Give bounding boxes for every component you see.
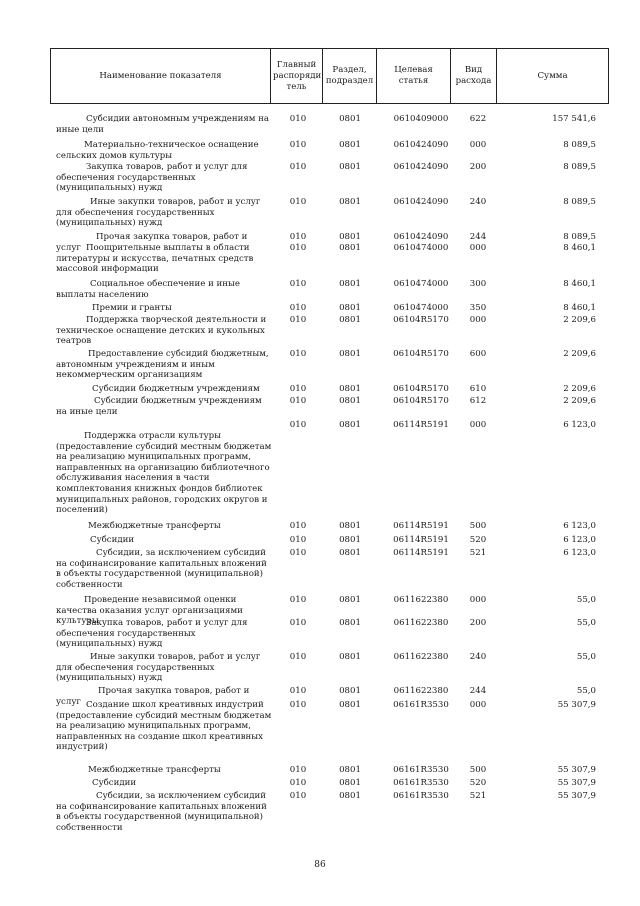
row-chief: 010 bbox=[289, 243, 307, 253]
row-section: 0801 bbox=[339, 778, 361, 788]
row-section: 0801 bbox=[339, 114, 361, 124]
row-exp-type: 612 bbox=[469, 396, 487, 406]
row-section: 0801 bbox=[339, 140, 361, 150]
row-section: 0801 bbox=[339, 595, 361, 605]
row-section: 0801 bbox=[339, 243, 361, 253]
row-name: Проведение независимой оценки качества оказания услуг организациями культуры bbox=[56, 595, 243, 627]
row-sum: 55 307,9 bbox=[557, 765, 596, 775]
row-name: Предоставление субсидий бюджетным, автономным учреждениям и иным некоммерческим организациям bbox=[56, 349, 269, 381]
row-section: 0801 bbox=[339, 232, 361, 242]
row-exp-type: 350 bbox=[469, 303, 487, 313]
row-exp-type: 000 bbox=[469, 140, 487, 150]
row-name: Субсидии, за исключением субсидий на софинансирование капитальных вложений в объекты государственной (муниципальной) собственности bbox=[56, 548, 267, 590]
row-section: 0801 bbox=[339, 420, 361, 430]
row-sum: 2 209,6 bbox=[563, 315, 596, 325]
row-target: 06114R5191 bbox=[393, 521, 449, 531]
row-target: 0610474000 bbox=[393, 243, 449, 253]
row-target: 0610424090 bbox=[393, 197, 449, 207]
row-exp-type: 000 bbox=[469, 595, 487, 605]
row-name: Материально-техническое оснащение сельских домов культуры bbox=[56, 140, 259, 161]
row-chief: 010 bbox=[289, 420, 307, 430]
row-sum: 55,0 bbox=[576, 686, 596, 696]
row-chief: 010 bbox=[289, 279, 307, 289]
row-sum: 8 460,1 bbox=[563, 279, 596, 289]
row-name: Межбюджетные трансферты bbox=[88, 765, 221, 775]
row-name: Субсидии автономным учреждениям на иные цели bbox=[56, 114, 270, 135]
row-sum: 55,0 bbox=[576, 618, 596, 628]
row-exp-type: 000 bbox=[469, 315, 487, 325]
row-sum: 8 089,5 bbox=[563, 232, 596, 242]
row-name: Субсидии бюджетным учреждениям на иные цели bbox=[56, 396, 262, 417]
row-section: 0801 bbox=[339, 791, 361, 801]
row-target: 0610424090 bbox=[393, 140, 449, 150]
row-sum: 6 123,0 bbox=[563, 535, 596, 545]
row-name: Поддержка творческой деятельности и техническое оснащение детских и кукольных театров bbox=[56, 315, 267, 347]
row-chief: 010 bbox=[289, 349, 307, 359]
row-target: 0610409000 bbox=[393, 114, 449, 124]
row-name: Прочая закупка товаров, работ и услуг bbox=[56, 686, 250, 707]
row-target: 06161R3530 bbox=[393, 778, 449, 788]
row-target: 0610474000 bbox=[393, 303, 449, 313]
row-target: 0610424090 bbox=[393, 232, 449, 242]
row-exp-type: 240 bbox=[469, 652, 487, 662]
row-chief: 010 bbox=[289, 765, 307, 775]
row-name: Субсидии bbox=[90, 535, 135, 545]
row-exp-type: 622 bbox=[469, 114, 487, 124]
row-name: Закупка товаров, работ и услуг для обеспечения государственных (муниципальных) нужд bbox=[56, 618, 248, 650]
row-section: 0801 bbox=[339, 548, 361, 558]
row-chief: 010 bbox=[289, 197, 307, 207]
row-name: Поощрительные выплаты в области литературы и искусства, печатных средств массовой информации bbox=[56, 243, 254, 275]
row-exp-type: 521 bbox=[469, 791, 487, 801]
row-section: 0801 bbox=[339, 162, 361, 172]
row-chief: 010 bbox=[289, 618, 307, 628]
row-sum: 2 209,6 bbox=[563, 396, 596, 406]
row-chief: 010 bbox=[289, 778, 307, 788]
row-name: Прочая закупка товаров, работ и услуг bbox=[56, 232, 248, 253]
row-exp-type: 200 bbox=[469, 618, 487, 628]
row-sum: 6 123,0 bbox=[563, 521, 596, 531]
row-target: 0610474000 bbox=[393, 279, 449, 289]
row-name: Иные закупки товаров, работ и услуг для обеспечения государственных (муниципальных) нужд bbox=[56, 197, 261, 229]
row-exp-type: 600 bbox=[469, 349, 487, 359]
row-chief: 010 bbox=[289, 521, 307, 531]
row-sum: 6 123,0 bbox=[563, 420, 596, 430]
row-chief: 010 bbox=[289, 548, 307, 558]
row-exp-type: 500 bbox=[469, 765, 487, 775]
row-section: 0801 bbox=[339, 384, 361, 394]
row-target: 06161R3530 bbox=[393, 700, 449, 710]
row-name: Иные закупки товаров, работ и услуг для обеспечения государственных (муниципальных) нужд bbox=[56, 652, 261, 684]
row-chief: 010 bbox=[289, 162, 307, 172]
row-exp-type: 610 bbox=[469, 384, 487, 394]
row-chief: 010 bbox=[289, 114, 307, 124]
row-target: 06114R5191 bbox=[393, 548, 449, 558]
row-sum: 55 307,9 bbox=[557, 700, 596, 710]
row-chief: 010 bbox=[289, 652, 307, 662]
row-chief: 010 bbox=[289, 535, 307, 545]
row-exp-type: 000 bbox=[469, 420, 487, 430]
row-name: Поддержка отрасли культуры (предоставление субсидий местным бюджетам на реализацию муниципальных программ, направленных на организацию библиотечного обслуживания населения в части комплектования книжных фондов библиотек муниципальных районов, городских округов и поселений) bbox=[56, 431, 272, 516]
row-name: Субсидии бюджетным учреждениям bbox=[92, 384, 260, 394]
row-target: 0611622380 bbox=[393, 652, 449, 662]
row-name: Создание школ креативных индустрий (предоставление субсидий местным бюджетам на реализацию муниципальных программ, направленных на создание школ креативных индустрий) bbox=[56, 700, 272, 753]
row-name: Субсидии bbox=[92, 778, 137, 788]
row-chief: 010 bbox=[289, 686, 307, 696]
row-target: 06104R5170 bbox=[393, 315, 449, 325]
row-exp-type: 000 bbox=[469, 243, 487, 253]
row-exp-type: 300 bbox=[469, 279, 487, 289]
row-sum: 6 123,0 bbox=[563, 548, 596, 558]
row-exp-type: 200 bbox=[469, 162, 487, 172]
row-section: 0801 bbox=[339, 303, 361, 313]
row-sum: 55 307,9 bbox=[557, 791, 596, 801]
row-sum: 8 089,5 bbox=[563, 162, 596, 172]
row-chief: 010 bbox=[289, 303, 307, 313]
row-target: 0611622380 bbox=[393, 618, 449, 628]
row-sum: 2 209,6 bbox=[563, 349, 596, 359]
row-target: 0611622380 bbox=[393, 595, 449, 605]
row-section: 0801 bbox=[339, 535, 361, 545]
row-target: 06114R5191 bbox=[393, 420, 449, 430]
row-chief: 010 bbox=[289, 315, 307, 325]
row-section: 0801 bbox=[339, 279, 361, 289]
row-name: Социальное обеспечение и иные выплаты населению bbox=[56, 279, 240, 300]
row-target: 06161R3530 bbox=[393, 791, 449, 801]
row-section: 0801 bbox=[339, 349, 361, 359]
row-section: 0801 bbox=[339, 396, 361, 406]
row-target: 06104R5170 bbox=[393, 396, 449, 406]
row-target: 06161R3530 bbox=[393, 765, 449, 775]
row-sum: 8 089,5 bbox=[563, 140, 596, 150]
row-name: Закупка товаров, работ и услуг для обеспечения государственных (муниципальных) нужд bbox=[56, 162, 248, 194]
header-sum: Сумма bbox=[497, 49, 609, 104]
header-name: Наименование показателя bbox=[51, 49, 271, 104]
row-section: 0801 bbox=[339, 652, 361, 662]
row-sum: 55,0 bbox=[576, 652, 596, 662]
row-sum: 8 460,1 bbox=[563, 303, 596, 313]
row-sum: 55 307,9 bbox=[557, 778, 596, 788]
table-header bbox=[50, 48, 609, 104]
row-sum: 157 541,6 bbox=[552, 114, 596, 124]
row-sum: 55,0 bbox=[576, 595, 596, 605]
row-exp-type: 000 bbox=[469, 700, 487, 710]
row-section: 0801 bbox=[339, 686, 361, 696]
row-exp-type: 521 bbox=[469, 548, 487, 558]
header-exp-type: Вид расхода bbox=[451, 49, 497, 104]
row-target: 06104R5170 bbox=[393, 349, 449, 359]
row-exp-type: 500 bbox=[469, 521, 487, 531]
row-target: 0610424090 bbox=[393, 162, 449, 172]
row-exp-type: 520 bbox=[469, 535, 487, 545]
row-chief: 010 bbox=[289, 595, 307, 605]
row-exp-type: 240 bbox=[469, 197, 487, 207]
page-number: 86 bbox=[314, 860, 326, 870]
row-section: 0801 bbox=[339, 315, 361, 325]
row-sum: 2 209,6 bbox=[563, 384, 596, 394]
row-chief: 010 bbox=[289, 384, 307, 394]
row-chief: 010 bbox=[289, 232, 307, 242]
row-target: 06104R5170 bbox=[393, 384, 449, 394]
row-chief: 010 bbox=[289, 700, 307, 710]
header-target: Целевая статья bbox=[377, 49, 451, 104]
header-chief: Главный распоряди тель bbox=[271, 49, 323, 104]
row-exp-type: 244 bbox=[469, 232, 487, 242]
row-section: 0801 bbox=[339, 197, 361, 207]
header-section: Раздел, подраздел bbox=[323, 49, 377, 104]
row-chief: 010 bbox=[289, 396, 307, 406]
row-section: 0801 bbox=[339, 765, 361, 775]
row-section: 0801 bbox=[339, 521, 361, 531]
row-name: Межбюджетные трансферты bbox=[88, 521, 221, 531]
row-sum: 8 089,5 bbox=[563, 197, 596, 207]
row-section: 0801 bbox=[339, 618, 361, 628]
row-exp-type: 520 bbox=[469, 778, 487, 788]
row-target: 06114R5191 bbox=[393, 535, 449, 545]
row-target: 0611622380 bbox=[393, 686, 449, 696]
row-name: Премии и гранты bbox=[92, 303, 172, 313]
row-name: Субсидии, за исключением субсидий на софинансирование капитальных вложений в объекты государственной (муниципальной) собственности bbox=[56, 791, 267, 833]
row-chief: 010 bbox=[289, 140, 307, 150]
row-exp-type: 244 bbox=[469, 686, 487, 696]
row-sum: 8 460,1 bbox=[563, 243, 596, 253]
row-chief: 010 bbox=[289, 791, 307, 801]
row-section: 0801 bbox=[339, 700, 361, 710]
